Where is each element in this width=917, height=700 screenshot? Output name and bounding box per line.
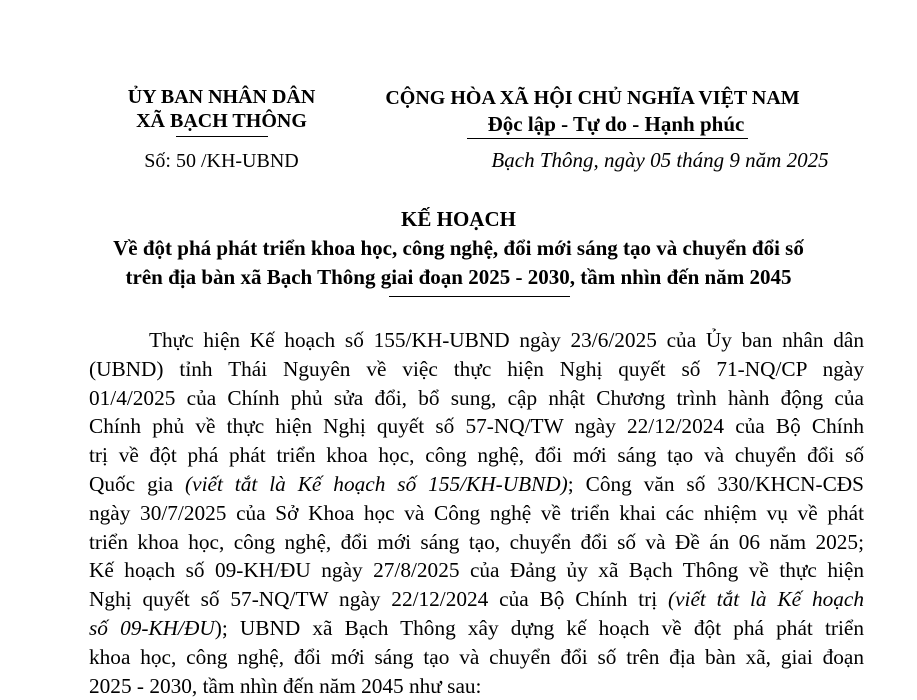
body-line: 01/4/2025 của Chính phủ sửa đổi, bổ sung, cập nhật Chương trình hành động của — [89, 385, 864, 410]
body-line: triển khoa học, công nghệ, đổi mới sáng tạo, chuyển đổi số và Đề án 06 năm 2025; — [89, 529, 864, 554]
body-text-run: ); UBND xã Bạch Thông xây dựng kế hoạch về đột phá phát triển — [214, 615, 864, 640]
body-line — [89, 614, 864, 643]
body-line: Thực hiện Kế hoạch số 155/KH-UBND ngày 23/6/2025 của Ủy ban nhân dân — [149, 328, 864, 352]
issuing-authority-line2: XÃ BẠCH THÔNG — [136, 110, 307, 132]
body-line: khoa học, công nghệ, đổi mới sáng tạo và chuyển đổi số trên địa bàn xã, giai đoạn — [89, 644, 864, 669]
body-italic-run: (viết tắt là Kế hoạch số 155/KH-UBND) — [185, 471, 568, 496]
issuing-authority-line1: ỦY BAN NHÂN DÂN — [127, 86, 316, 108]
place-and-date: Bạch Thông, ngày 05 tháng 9 năm 2025 — [491, 148, 829, 172]
document-type-title: KẾ HOẠCH — [401, 207, 516, 231]
body-paragraph — [89, 326, 864, 700]
title-underline — [389, 296, 570, 297]
body-text-run: ; Công văn số 330/KHCN-CĐS — [567, 471, 865, 496]
national-motto: Độc lập - Tự do - Hạnh phúc — [487, 112, 745, 136]
body-line: Chính phủ về thực hiện Nghị quyết số 57-NQ/TW ngày 22/12/2024 của Bộ Chính — [89, 414, 864, 439]
body-line: (UBND) tỉnh Thái Nguyên về việc thực hiện Nghị quyết số 71-NQ/CP ngày — [89, 356, 864, 381]
body-line: ngày 30/7/2025 của Sở Khoa học và Công nghệ về triển khai các nhiệm vụ về phát — [89, 500, 864, 525]
authority-underline — [176, 136, 268, 137]
body-italic-run: (viết tắt là Kế hoạch — [668, 587, 864, 612]
body-line — [89, 470, 864, 499]
body-italic-run: số 09-KH/ĐU — [89, 615, 215, 640]
body-text-run: Nghị quyết số 57-NQ/TW ngày 22/12/2024 của Bộ Chính trị — [89, 587, 668, 612]
document-number: Số: 50 /KH-UBND — [144, 150, 299, 172]
document-subject-line1: Về đột phá phát triển khoa học, công nghệ, đổi mới sáng tạo và chuyển đổi số — [113, 236, 804, 260]
body-line: Kế hoạch số 09-KH/ĐU ngày 27/8/2025 của Đảng ủy xã Bạch Thông về thực hiện — [89, 558, 864, 583]
body-line: 2025 - 2030, tầm nhìn đến năm 2045 như sau: — [89, 673, 482, 698]
national-title: CỘNG HÒA XÃ HỘI CHỦ NGHĨA VIỆT NAM — [385, 87, 800, 109]
body-line: trị về đột phá phát triển khoa học, công nghệ, đổi mới sáng tạo và chuyển đổi số — [89, 443, 864, 468]
body-line — [89, 585, 864, 614]
document-subject-line2: trên địa bàn xã Bạch Thông giai đoạn 2025 - 2030, tầm nhìn đến năm 2045 — [125, 265, 792, 289]
body-text-run: Quốc gia — [89, 471, 186, 496]
motto-underline — [467, 138, 748, 139]
